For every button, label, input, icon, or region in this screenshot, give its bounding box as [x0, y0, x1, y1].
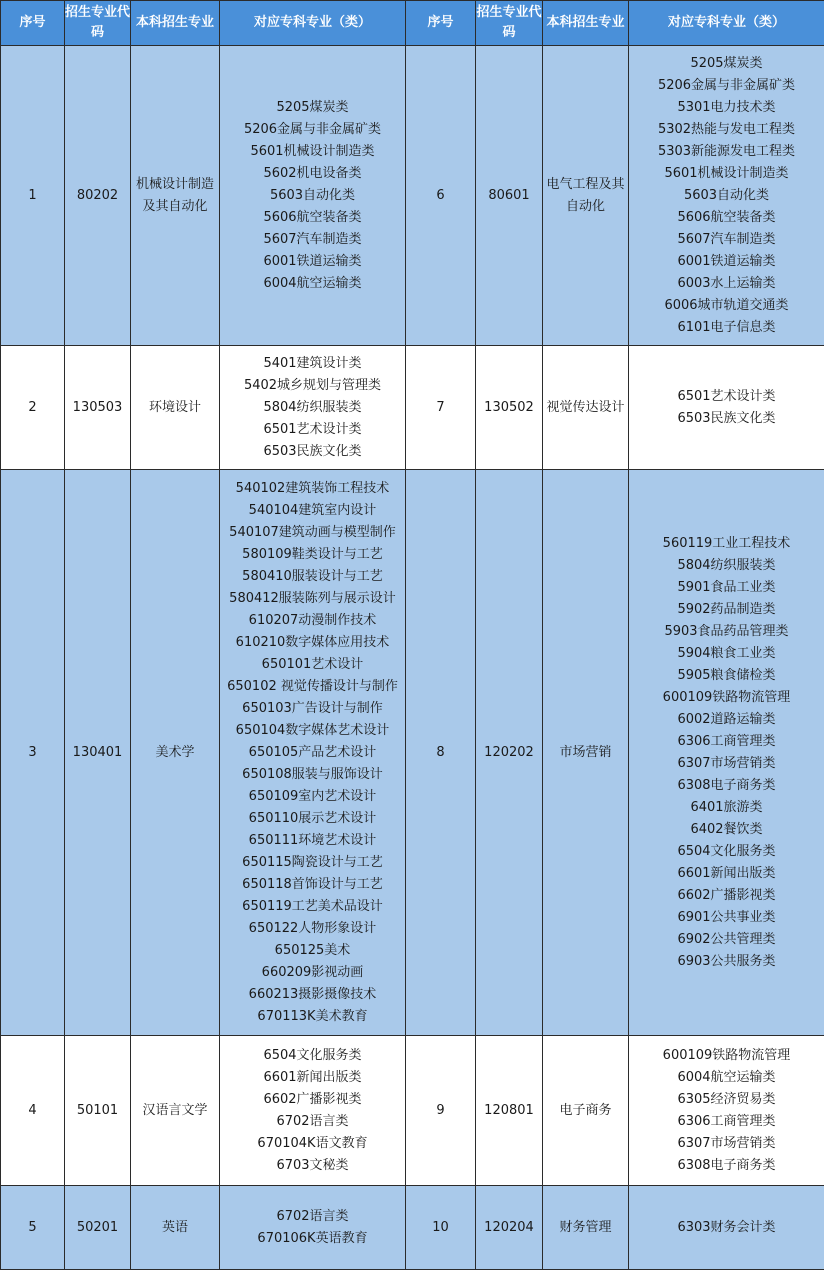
- category-item: 6503民族文化类: [263, 443, 362, 459]
- seq-cell: [406, 46, 476, 346]
- category-item: 540107建筑动画与模型制作: [229, 524, 396, 540]
- header-seq: 序号: [406, 1, 476, 46]
- category-item: 5903食品药品管理类: [664, 623, 789, 639]
- category-item: 650110展示艺术设计: [248, 810, 377, 826]
- category-item: 5206金属与非金属矿类: [657, 77, 796, 93]
- seq-text: 3: [28, 744, 37, 760]
- category-item: 600109铁路物流管理: [662, 689, 791, 705]
- category-item: 5905粮食储检类: [677, 667, 776, 683]
- category-item: 5901食品工业类: [677, 579, 776, 595]
- category-item: 650109室内艺术设计: [248, 788, 377, 804]
- category-item: 670113K美术教育: [257, 1008, 368, 1024]
- category-item: 5606航空装备类: [677, 209, 776, 225]
- code-cell: [476, 1036, 543, 1186]
- major-text: 环境设计: [148, 399, 201, 415]
- categories-cell: [629, 470, 824, 1036]
- category-item: 5302热能与发电工程类: [657, 121, 796, 137]
- header-code: 招生专业代码: [476, 1, 543, 46]
- category-item: 6002道路运输类: [677, 711, 776, 727]
- header-code: 招生专业代码: [65, 1, 131, 46]
- seq-cell: [406, 1036, 476, 1186]
- seq-text: 1: [28, 187, 37, 203]
- code-cell: [476, 1186, 543, 1270]
- category-item: 650118首饰设计与工艺: [242, 876, 383, 892]
- category-item: 610207动漫制作技术: [248, 612, 377, 628]
- major-text: 汉语言文学: [142, 1102, 208, 1118]
- major-text: 财务管理: [559, 1219, 612, 1235]
- category-item: 6308电子商务类: [677, 777, 776, 793]
- category-item: 5904粮食工业类: [677, 645, 776, 661]
- category-item: 650115陶瓷设计与工艺: [242, 854, 383, 870]
- table-row: [1, 46, 824, 346]
- category-item: 6903公共服务类: [677, 953, 776, 969]
- header-major: 本科招生专业: [543, 1, 629, 46]
- seq-text: 2: [28, 399, 37, 415]
- major-text: 市场营销: [559, 744, 612, 760]
- major-text: 美术学: [155, 744, 195, 760]
- category-item: 6006城市轨道交通类: [664, 297, 789, 313]
- categories-cell: [220, 46, 406, 346]
- table-row: [1, 1036, 824, 1186]
- category-item: 6004航空运输类: [677, 1069, 776, 1085]
- category-item: 580412服装陈列与展示设计: [229, 590, 396, 606]
- category-item: 5902药品制造类: [677, 601, 776, 617]
- seq-cell: [406, 470, 476, 1036]
- categories-cell: [220, 470, 406, 1036]
- category-item: 6101电子信息类: [677, 319, 776, 335]
- categories-cell: [629, 1186, 824, 1270]
- category-item: 580109鞋类设计与工艺: [242, 546, 383, 562]
- category-item: 6503民族文化类: [677, 410, 776, 426]
- seq-cell: [1, 470, 65, 1036]
- major-cell: [131, 470, 220, 1036]
- category-item: 650122人物形象设计: [248, 920, 377, 936]
- code-text: 130502: [484, 399, 534, 415]
- code-text: 50101: [76, 1102, 119, 1118]
- category-item: 5601机械设计制造类: [664, 165, 789, 181]
- header-seq: 序号: [1, 1, 65, 46]
- category-item: 650105产品艺术设计: [248, 744, 377, 760]
- category-item: 650111环境艺术设计: [248, 832, 377, 848]
- category-item: 540102建筑装饰工程技术: [235, 480, 390, 496]
- major-cell: [131, 1186, 220, 1270]
- category-item: 540104建筑室内设计: [248, 502, 377, 518]
- category-item: 5206金属与非金属矿类: [243, 121, 382, 137]
- category-item: 6305经济贸易类: [677, 1091, 776, 1107]
- category-item: 5401建筑设计类: [263, 355, 362, 371]
- seq-cell: [1, 1186, 65, 1270]
- category-item: 6402餐饮类: [690, 821, 763, 837]
- category-item: 6504文化服务类: [677, 843, 776, 859]
- category-item: 600109铁路物流管理: [662, 1047, 791, 1063]
- major-cell: [543, 346, 629, 470]
- category-item: 5804纺织服装类: [677, 557, 776, 573]
- category-item: 6501艺术设计类: [263, 421, 362, 437]
- category-item: 5607汽车制造类: [677, 231, 776, 247]
- category-item: 650102 视觉传播设计与制作: [227, 678, 398, 694]
- header-categories: 对应专科专业（类）: [629, 1, 824, 46]
- seq-cell: [406, 1186, 476, 1270]
- category-item: 5804纺织服装类: [263, 399, 362, 415]
- code-text: 130503: [72, 399, 123, 415]
- seq-text: 5: [28, 1219, 37, 1235]
- category-item: 670106K英语教育: [257, 1230, 368, 1246]
- category-item: 5303新能源发电工程类: [657, 143, 796, 159]
- code-text: 130401: [72, 744, 123, 760]
- major-text: 电气工程及其自动化: [546, 176, 625, 214]
- categories-cell: [220, 346, 406, 470]
- seq-cell: [1, 346, 65, 470]
- category-item: 6003水上运输类: [677, 275, 776, 291]
- category-item: 650125美术: [274, 942, 351, 958]
- major-text: 电子商务: [559, 1102, 612, 1118]
- category-item: 580410服装设计与工艺: [242, 568, 383, 584]
- categories-cell: [220, 1186, 406, 1270]
- category-item: 6303财务会计类: [677, 1219, 776, 1235]
- category-item: 650108服装与服饰设计: [242, 766, 383, 782]
- category-item: 6601新闻出版类: [677, 865, 776, 881]
- category-item: 650101艺术设计: [261, 656, 364, 672]
- header-categories: 对应专科专业（类）: [220, 1, 406, 46]
- category-item: 560119工业工程技术: [662, 535, 791, 551]
- seq-text: 8: [436, 744, 445, 760]
- seq-text: 4: [28, 1102, 37, 1118]
- table-row: [1, 346, 824, 470]
- category-item: 6004航空运输类: [263, 275, 362, 291]
- code-text: 120801: [484, 1102, 534, 1118]
- major-cell: [131, 346, 220, 470]
- code-text: 50201: [76, 1219, 119, 1235]
- code-cell: [65, 1186, 131, 1270]
- major-text: 英语: [161, 1219, 188, 1235]
- category-item: 6602广播影视类: [677, 887, 776, 903]
- header-major: 本科招生专业: [131, 1, 220, 46]
- seq-text: 10: [432, 1219, 449, 1235]
- seq-cell: [1, 46, 65, 346]
- major-text: 机械设计制造及其自动化: [135, 176, 214, 214]
- category-item: 5602机电设备类: [263, 165, 362, 181]
- major-text: 视觉传达设计: [546, 399, 625, 415]
- code-cell: [65, 470, 131, 1036]
- code-cell: [65, 46, 131, 346]
- code-cell: [476, 470, 543, 1036]
- seq-text: 9: [436, 1102, 445, 1118]
- seq-cell: [1, 1036, 65, 1186]
- code-text: 120204: [484, 1219, 534, 1235]
- categories-cell: [629, 1036, 824, 1186]
- category-item: 6902公共管理类: [677, 931, 776, 947]
- code-cell: [65, 1036, 131, 1186]
- code-cell: [476, 46, 543, 346]
- categories-cell: [629, 346, 824, 470]
- category-item: 6901公共事业类: [677, 909, 776, 925]
- seq-cell: [406, 346, 476, 470]
- category-item: 5205煤炭类: [690, 55, 763, 71]
- major-cell: [543, 1186, 629, 1270]
- major-cell: [543, 46, 629, 346]
- category-item: 650119工艺美术品设计: [242, 898, 383, 914]
- category-item: 6702语言类: [276, 1208, 349, 1224]
- code-text: 120202: [484, 744, 534, 760]
- table-row: [1, 470, 824, 1036]
- category-item: 5601机械设计制造类: [250, 143, 375, 159]
- code-cell: [65, 346, 131, 470]
- category-item: 5205煤炭类: [276, 99, 349, 115]
- major-cell: [543, 1036, 629, 1186]
- major-cell: [543, 470, 629, 1036]
- category-item: 6001铁道运输类: [263, 253, 362, 269]
- categories-cell: [629, 46, 824, 346]
- category-item: 6504文化服务类: [263, 1047, 362, 1063]
- major-cell: [131, 46, 220, 346]
- category-item: 670104K语文教育: [257, 1135, 368, 1151]
- category-item: 5603自动化类: [269, 187, 356, 203]
- category-item: 6001铁道运输类: [677, 253, 776, 269]
- category-item: 650104数字媒体艺术设计: [235, 722, 390, 738]
- category-item: 650103广告设计与制作: [242, 700, 383, 716]
- seq-text: 7: [436, 399, 445, 415]
- category-item: 5603自动化类: [683, 187, 770, 203]
- category-item: 5606航空装备类: [263, 209, 362, 225]
- header-row: [1, 1, 824, 46]
- category-item: 6601新闻出版类: [263, 1069, 362, 1085]
- categories-cell: [220, 1036, 406, 1186]
- code-cell: [476, 346, 543, 470]
- code-text: 80601: [488, 187, 530, 203]
- category-item: 660213摄影摄像技术: [248, 986, 377, 1002]
- seq-text: 6: [436, 187, 445, 203]
- category-item: 660209影视动画: [261, 964, 364, 980]
- category-item: 610210数字媒体应用技术: [235, 634, 390, 650]
- category-item: 6602广播影视类: [263, 1091, 362, 1107]
- category-item: 6306工商管理类: [677, 733, 776, 749]
- table-body: [1, 46, 824, 1270]
- code-text: 80202: [76, 187, 119, 203]
- category-item: 6501艺术设计类: [677, 388, 776, 404]
- category-item: 6401旅游类: [690, 799, 763, 815]
- major-cell: [131, 1036, 220, 1186]
- category-item: 6307市场营销类: [677, 755, 776, 771]
- category-item: 6703文秘类: [276, 1157, 349, 1173]
- category-item: 5301电力技术类: [677, 99, 776, 115]
- category-item: 5402城乡规划与管理类: [243, 377, 382, 393]
- table-row: [1, 1186, 824, 1270]
- category-item: 6308电子商务类: [677, 1157, 776, 1173]
- category-item: 5607汽车制造类: [263, 231, 362, 247]
- category-item: 6307市场营销类: [677, 1135, 776, 1151]
- category-item: 6306工商管理类: [677, 1113, 776, 1129]
- category-item: 6702语言类: [276, 1113, 349, 1129]
